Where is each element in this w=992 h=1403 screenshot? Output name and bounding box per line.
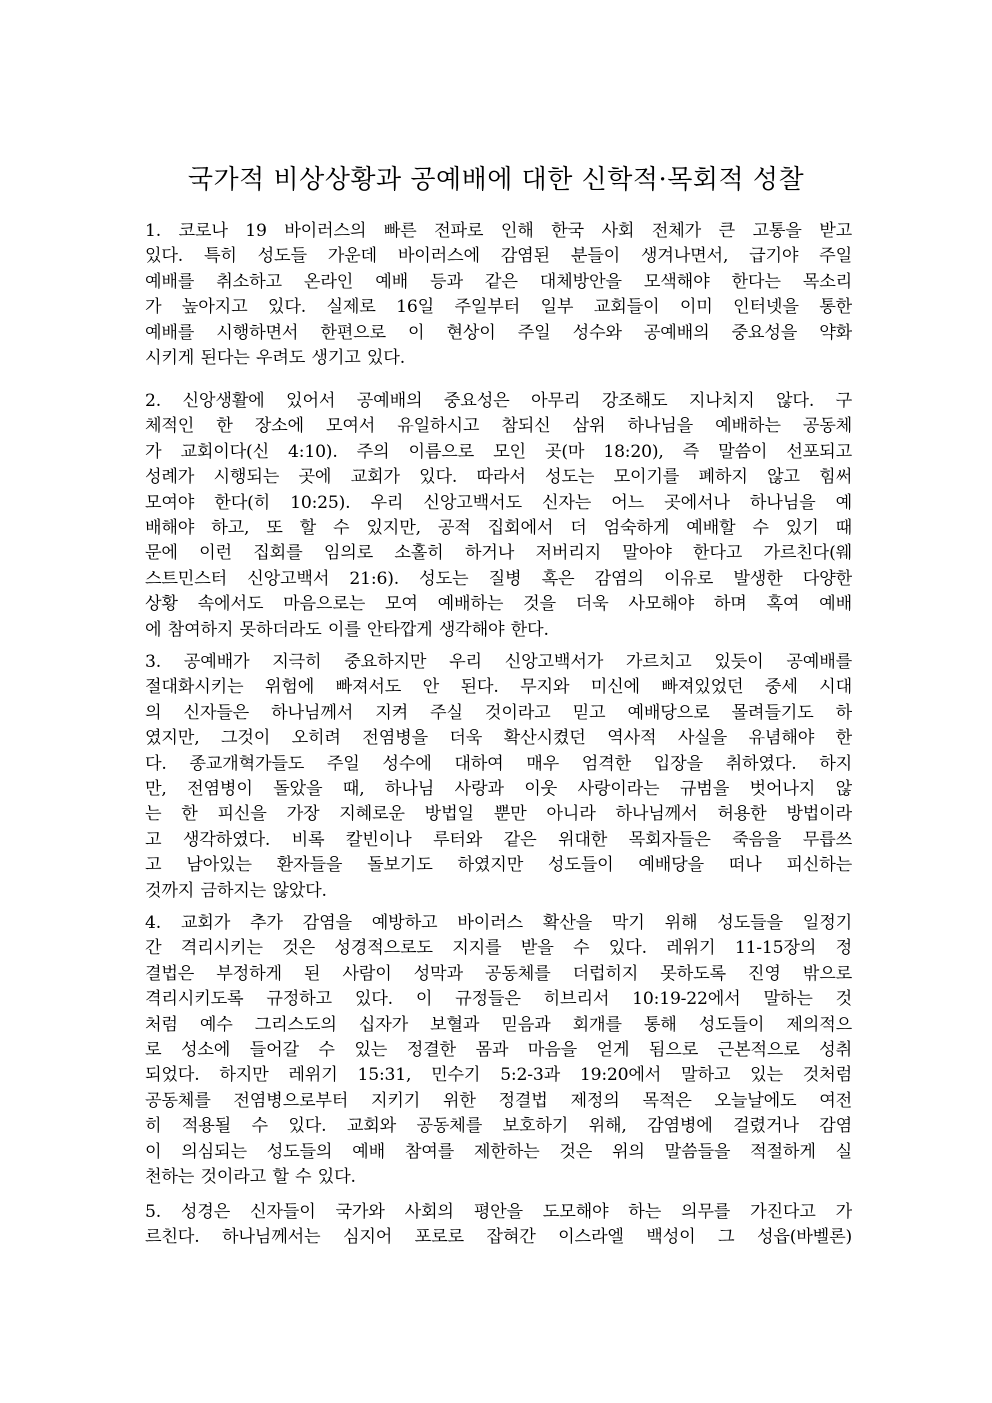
- paragraph-line: 는 한 피신을 가장 지혜로운 방법일 뿐만 아니라 하나님께서 허용한 방법이라: [145, 804, 852, 825]
- paragraph-line: 격리시키도록 규정하고 있다. 이 규정들은 히브리서 10:19-22에서 말하는 것: [145, 989, 852, 1010]
- paragraph-line: 예배를 취소하고 온라인 예배 등과 같은 대체방안을 모색해야 한다는 목소리: [145, 271, 852, 292]
- paragraph-line: 의 신자들은 하나님께서 지켜 주실 것이라고 믿고 예배당으로 몰려들기도 하: [145, 702, 852, 723]
- paragraph-line: 히 적용될 수 있다. 교회와 공동체를 보호하기 위해, 감염병에 걸렸거나 감염: [145, 1116, 852, 1137]
- paragraph-line: 배해야 하고, 또 할 수 있지만, 공적 집회에서 더 엄숙하게 예배할 수 있기 때: [145, 518, 852, 539]
- paragraph-line: 되었다. 하지만 레위기 15:31, 민수기 5:2-3과 19:20에서 말하고 있는 것처럼: [145, 1065, 852, 1086]
- paragraph-line: 고 생각하였다. 비록 칼빈이나 루터와 같은 위대한 목회자들은 죽음을 무릅쓰: [145, 829, 852, 850]
- paragraph-line: 있다. 특히 성도들 가운데 바이러스에 감염된 분들이 생겨나면서, 급기야 주일: [145, 246, 852, 267]
- paragraph-3: [145, 650, 852, 904]
- paragraph-line: 결법은 부정하게 된 사람이 성막과 공동체를 더럽히지 못하도록 진영 밖으로: [145, 963, 852, 984]
- paragraph-1: [145, 219, 852, 371]
- paragraph-line: 것까지 금하지는 않았다.: [145, 880, 327, 901]
- paragraph-4: [145, 911, 852, 1190]
- document-title: 국가적 비상상황과 공예배에 대한 신학적·목회적 성찰: [187, 165, 805, 195]
- paragraph-line: 체적인 한 장소에 모여서 유일하시고 참되신 삼위 하나님을 예배하는 공동체: [145, 416, 852, 437]
- paragraph-2: [145, 389, 852, 643]
- paragraph-line: 공동체를 전염병으로부터 지키기 위한 정결법 제정의 목적은 오늘날에도 여전: [145, 1090, 852, 1111]
- paragraph-line: 예배를 시행하면서 한편으로 이 현상이 주일 성수와 공예배의 중요성을 약화: [145, 322, 852, 343]
- paragraph-line: 문에 이런 집회를 임의로 소홀히 하거나 저버리지 말아야 한다고 가르친다(웨: [145, 543, 852, 564]
- paragraph-line: 고 남아있는 환자들을 돌보기도 하였지만 성도들이 예배당을 떠나 피신하는: [145, 855, 852, 876]
- paragraph-line: 시키게 된다는 우려도 생기고 있다.: [145, 348, 405, 369]
- paragraph-line: 이 의심되는 성도들의 예배 참여를 제한하는 것은 위의 말씀들을 적절하게 실: [145, 1141, 852, 1162]
- paragraph-line: 로 성소에 들어갈 수 있는 정결한 몸과 마음을 얻게 됨으로 근본적으로 성취: [145, 1040, 852, 1061]
- paragraph-line: 3. 공예배가 지극히 중요하지만 우리 신앙고백서가 가르치고 있듯이 공예배를: [145, 652, 852, 672]
- paragraph-line: 성례가 시행되는 곳에 교회가 있다. 따라서 성도는 모이기를 폐하지 않고 힘써: [145, 467, 852, 488]
- paragraph-line: 스트민스터 신앙고백서 21:6). 성도는 질병 혹은 감염의 이유로 발생한 다양한: [145, 568, 852, 589]
- paragraph-5: [145, 1200, 852, 1251]
- paragraph-line: 였지만, 그것이 오히려 전염병을 더욱 확산시켰던 역사적 사실을 유념해야 한: [145, 728, 852, 749]
- paragraph-line: 간 격리시키는 것은 성경적으로도 지지를 받을 수 있다. 레위기 11-15장의 정: [145, 938, 852, 959]
- paragraph-line: 5. 성경은 신자들이 국가와 사회의 평안을 도모해야 하는 의무를 가진다고 가: [145, 1202, 852, 1222]
- paragraph-line: 천하는 것이라고 할 수 있다.: [145, 1167, 356, 1188]
- paragraph-line: 절대화시키는 위험에 빠져서도 안 된다. 무지와 미신에 빠져있었던 중세 시대: [145, 677, 852, 698]
- paragraph-line: 다. 종교개혁가들도 주일 성수에 대하여 매우 엄격한 입장을 취하였다. 하지: [145, 753, 852, 774]
- paragraph-line: 가 높아지고 있다. 실제로 16일 주일부터 일부 교회들이 이미 인터넷을 통한: [145, 297, 852, 318]
- paragraph-line: 모여야 한다(히 10:25). 우리 신앙고백서도 신자는 어느 곳에서나 하나님을 예: [145, 492, 852, 513]
- paragraph-line: 2. 신앙생활에 있어서 공예배의 중요성은 아무리 강조해도 지나치지 않다. 구: [145, 391, 852, 411]
- paragraph-line: 1. 코로나 19 바이러스의 빠른 전파로 인해 한국 사회 전체가 큰 고통을 받고: [145, 221, 852, 241]
- paragraph-line: 4. 교회가 추가 감염을 예방하고 바이러스 확산을 막기 위해 성도들을 일정기: [145, 913, 852, 933]
- paragraph-line: 에 참여하지 못하더라도 이를 안타깝게 생각해야 한다.: [145, 619, 549, 640]
- paragraph-line: 가 교회이다(신 4:10). 주의 이름으로 모인 곳(마 18:20), 즉 말씀이 선포되고: [145, 441, 852, 462]
- paragraph-line: 상황 속에서도 마음으로는 모여 예배하는 것을 더욱 사모해야 하며 혹여 예배: [145, 594, 852, 615]
- paragraph-line: 르친다. 하나님께서는 심지어 포로로 잡혀간 이스라엘 백성이 그 성읍(바벨론): [145, 1227, 852, 1248]
- paragraph-line: 처럼 예수 그리스도의 십자가 보혈과 믿음과 회개를 통해 성도들이 제의적으: [145, 1014, 852, 1035]
- paragraph-line: 만, 전염병이 돌았을 때, 하나님 사랑과 이웃 사랑이라는 규범을 벗어나지 않: [145, 779, 852, 800]
